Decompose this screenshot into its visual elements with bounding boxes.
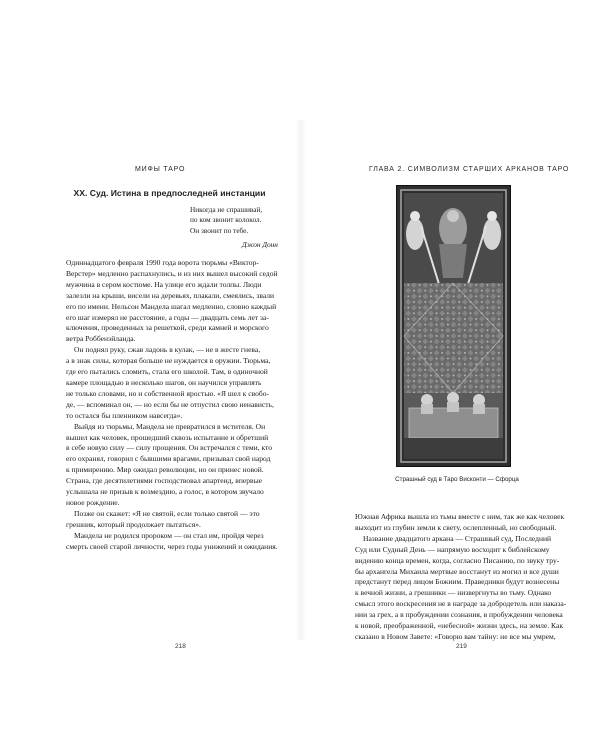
paragraph	[66, 258, 278, 345]
text-line: предстанут перед лицом Божиим. Праведники будут вознесены	[355, 577, 560, 587]
text-line: сказано в Новом Завете: «Говорю вам тайну: не все мы умрем,	[355, 631, 556, 641]
text-line: ключения, проведенных за решеткой, среди камней и морского	[66, 323, 269, 333]
text-line: его охранял, говорил с бывшими врагами, призывал свой народ	[66, 454, 271, 464]
text-line: мужчина в сером костюме. На улице его ждали толпы. Люди	[66, 279, 262, 289]
text-line: Одиннадцатого февраля 1990 года ворота тюрьмы «Виктор-	[66, 258, 259, 267]
text-line: Страна, где десятилетиями господствовал апартеид, впервые	[66, 476, 263, 486]
text-line: бы архангела Михаила мертвые восстанут из могил и все души	[355, 566, 559, 576]
text-line: выходит из глубин земли к свету, ослепленный, но свободный.	[355, 522, 557, 532]
text-line: не только словами, но и собственной яростью. «Я шел к свобо-	[66, 388, 269, 398]
text-line: к вечной жизни, а грешники — низвергнуты во тьму. Однако	[355, 588, 552, 598]
text-line: вышел как человек, прошедший сквозь испытание и обретший	[66, 432, 269, 442]
text-line: его шаг измерял не расстояние, а годы — двадцать семь лет за-	[66, 312, 269, 322]
text-line: залезли на крыши, висели на деревьях, плакали, смеялись, звали	[66, 290, 275, 300]
epigraph-line: по ком звонит колокол.	[190, 215, 262, 225]
tarot-card-image	[396, 185, 511, 467]
text-line: новое рождение.	[66, 497, 120, 507]
running-head: МИФЫ ТАРО	[135, 166, 186, 173]
text-line: смысл этого воскресения не в награде за добродетель или наказа-	[355, 599, 567, 609]
text-line: Мандела не родился пророком — он стал им, пройдя через	[74, 530, 264, 540]
text-line: Южная Африка вышла из тьмы вместе с ним, так же как человек	[355, 512, 565, 521]
text-line: смерть своей старой личности, через годы унижений и ожидания.	[66, 541, 278, 551]
paragraph	[355, 533, 567, 643]
epigraph-author: Джон Донн	[242, 240, 278, 249]
text-line: где его пытались сломить, стала его школой. Там, в одиночной	[66, 367, 268, 377]
page-number: 219	[456, 643, 467, 650]
paragraph	[355, 512, 564, 534]
judgement-card-illustration	[397, 186, 510, 466]
epigraph-line: Он звонит по тебе.	[190, 225, 249, 235]
running-head: ГЛАВА 2. СИМВОЛИЗМ СТАРШИХ АРКАНОВ ТАРО	[369, 166, 570, 173]
text-line: Название двадцатого аркана — Страшный суд, Последний	[363, 533, 552, 543]
text-line: нии за грех, а в пробуждении сознания, в пробуждении человека	[355, 610, 563, 620]
text-line: в себе новую силу — силу прощения. Он встречался с теми, кто	[66, 443, 273, 453]
text-line: камере площадью в несколько шагов, он научился управлять	[66, 377, 262, 387]
paragraph	[66, 422, 274, 509]
text-line: Выйдя из тюрьмы, Мандела не превратился в мстителя. Он	[74, 421, 266, 431]
text-line: Позже он скажет: «Я не святой, если только святой — это	[74, 508, 260, 518]
text-line: к новой, преображенной, «небесной» жизни здесь, на земле. Как	[355, 621, 563, 631]
right-page	[300, 0, 600, 750]
text-line: де, — вспоминал он, — но если бы не отпустил свою ненависть,	[66, 399, 274, 409]
figure-caption: Страшный суд в Таро Висконти — Сфорца	[395, 476, 519, 483]
text-line: а в знак силы, которая больше не нуждается в оружии. Тюрьма,	[66, 356, 271, 366]
text-line: Верстер» медленно распахнулись, и из них вышел высокий седой	[66, 268, 278, 278]
text-line: его по имени. Нельсон Мандела шагал медленно, словно каждый	[66, 301, 277, 311]
body-text	[355, 512, 567, 643]
text-line: Суд или Судный День — напрямую восходит к библейскому	[355, 544, 550, 554]
text-line: услышала не призыв к возмездию, а голос, в котором звучало	[66, 487, 264, 497]
epigraph-line: Никогда не спрашивай,	[190, 205, 263, 214]
text-line: ветра Роббенэйланда.	[66, 334, 136, 344]
text-line: видению конца времен, когда, согласно Писанию, по звуку тру-	[355, 555, 560, 565]
paragraph	[66, 509, 274, 531]
text-line: то остался бы пленником навсегда».	[66, 410, 183, 420]
body-text	[66, 258, 278, 552]
paragraph	[66, 530, 278, 553]
text-line: грешник, который продолжает пытаться».	[66, 519, 201, 529]
epigraph	[190, 205, 286, 249]
text-line: Он поднял руку, сжав ладонь в кулак, — не в жесте гнева,	[74, 345, 261, 355]
text-line: к примирению. Мир ожидал революции, но он принес новой.	[66, 465, 264, 475]
paragraph	[66, 345, 274, 421]
page-number: 218	[175, 643, 186, 650]
chapter-title: XX. Суд. Истина в предпоследней инстанции	[73, 188, 266, 198]
